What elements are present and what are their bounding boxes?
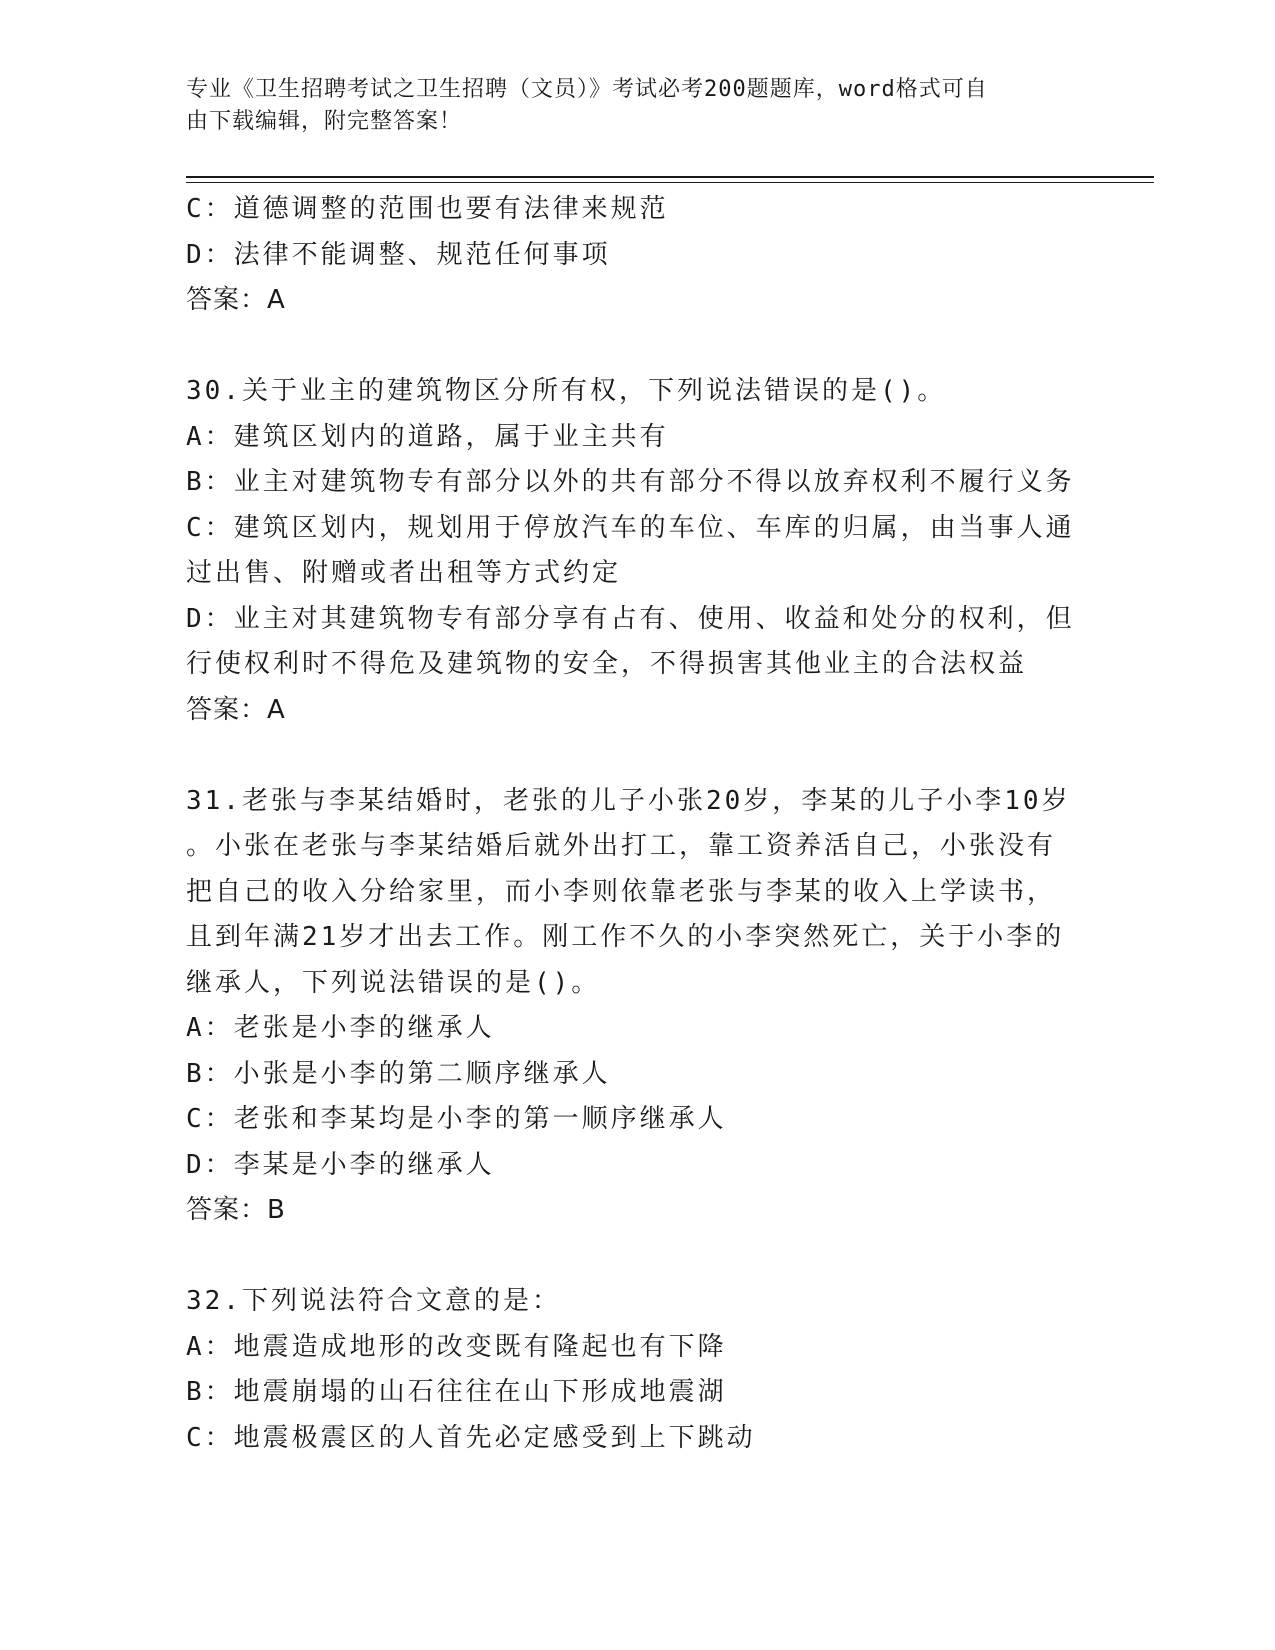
option-d-line-1: D：业主对其建筑物专有部分享有占有、使用、收益和处分的权利，但: [186, 603, 1075, 634]
spacer: [186, 1234, 1086, 1280]
question-29: [186, 187, 1086, 324]
question-stem: 30.关于业主的建筑物区分所有权，下列说法错误的是()。: [186, 376, 947, 406]
option-a: A：地震造成地形的改变既有隆起也有下降: [186, 1331, 727, 1362]
header-line-2: 由下载编辑，附完整答案！: [186, 109, 463, 134]
header-line-1: 专业《卫生招聘考试之卫生招聘（文员）》考试必考200题题库，word格式可自: [186, 77, 988, 102]
question-32: [186, 1279, 1086, 1461]
option-a: A：建筑区划内的道路，属于业主共有: [186, 421, 669, 452]
option-c-line-1: C：建筑区划内，规划用于停放汽车的车位、车库的归属，由当事人通: [186, 512, 1075, 543]
header-divider-thick: [186, 176, 1154, 178]
question-stem-line-5: 继承人，下列说法错误的是()。: [186, 967, 601, 998]
option-d: D：法律不能调整、规范任何事项: [186, 239, 611, 270]
option-b: B：地震崩塌的山石往往在山下形成地震湖: [186, 1377, 727, 1407]
answer-line: 答案：A: [186, 694, 286, 725]
option-b: B：业主对建筑物专有部分以外的共有部分不得以放弃权利不履行义务: [186, 467, 1075, 497]
question-stem-line-4: 且到年满21岁才出去工作。刚工作不久的小李突然死亡，关于小李的: [186, 922, 1065, 952]
question-stem-line-3: 把自己的收入分给家里，而小李则依靠老张与李某的收入上学读书，: [186, 876, 1057, 907]
option-a: A：老张是小李的继承人: [186, 1013, 495, 1043]
spacer: [186, 733, 1086, 779]
option-d: D：李某是小李的继承人: [186, 1149, 495, 1180]
option-d-line-2: 行使权利时不得危及建筑物的安全，不得损害其他业主的合法权益: [186, 649, 1028, 679]
question-stem-line-2: 。小张在老张与李某结婚后就外出打工，靠工资养活自己，小张没有: [186, 831, 1057, 861]
option-b: B：小张是小李的第二顺序继承人: [186, 1058, 611, 1089]
document-header-note: [186, 74, 1066, 138]
answer-line: 答案：B: [186, 1195, 286, 1225]
question-stem: 32.下列说法符合文意的是：: [186, 1286, 561, 1316]
question-30: [186, 369, 1086, 733]
option-c-line-2: 过出售、附赠或者出租等方式约定: [186, 558, 622, 588]
option-c: C：地震极震区的人首先必定感受到上下跳动: [186, 1422, 756, 1453]
spacer: [186, 324, 1086, 370]
question-stem-line-1: 31.老张与李某结婚时，老张的儿子小张20岁，李某的儿子小李10岁: [186, 785, 1071, 816]
question-31: [186, 779, 1086, 1234]
question-list: [186, 187, 1086, 1461]
answer-line: 答案：A: [186, 285, 286, 315]
option-c: C：道德调整的范围也要有法律来规范: [186, 194, 669, 224]
option-c: C：老张和李某均是小李的第一顺序继承人: [186, 1104, 727, 1134]
header-divider-thin: [186, 182, 1154, 183]
